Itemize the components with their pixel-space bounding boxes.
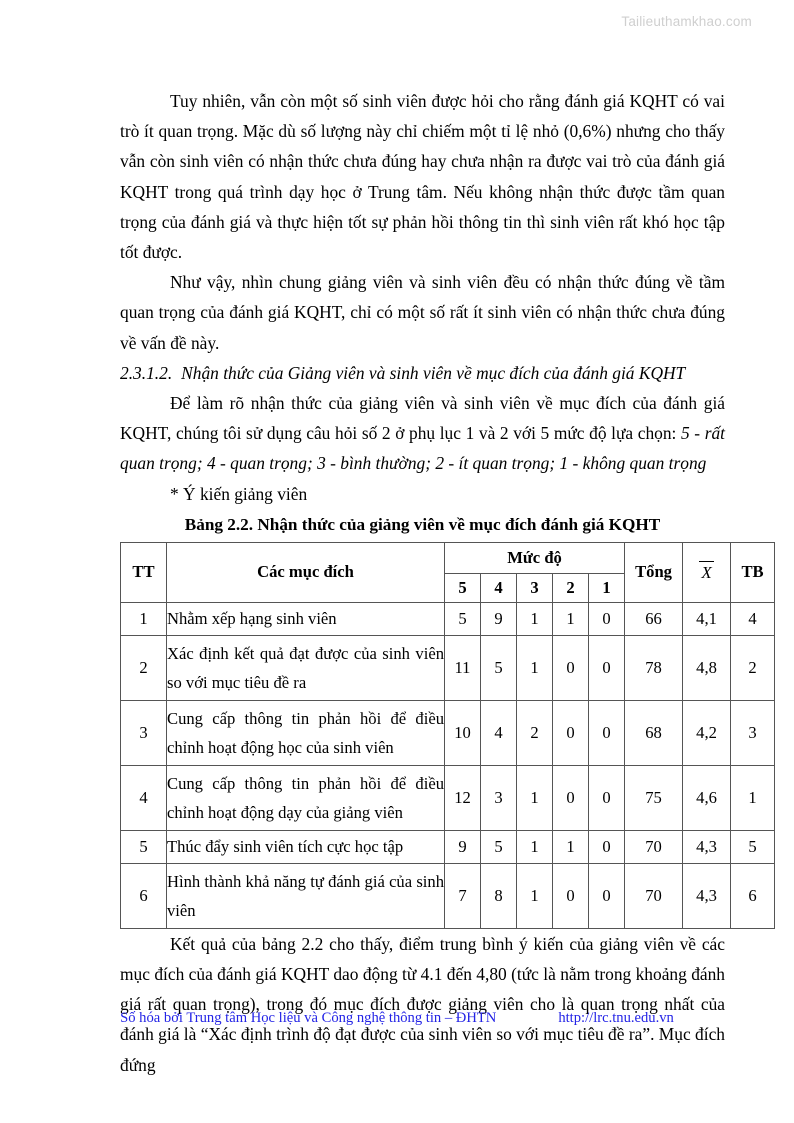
row-total: 78: [625, 635, 683, 700]
table-row: [121, 830, 775, 863]
note-line: * Ý kiến giảng viên: [170, 483, 308, 504]
row-tb: 3: [731, 700, 775, 765]
page-footer: [0, 1010, 794, 1027]
header-level-2: 2: [553, 573, 589, 602]
row-total: 66: [625, 602, 683, 635]
row-mean: 4,6: [683, 765, 731, 830]
row-index: 6: [121, 863, 167, 928]
page-content: [120, 86, 764, 1080]
row-total: 70: [625, 863, 683, 928]
paragraph-3: [120, 388, 725, 479]
table-row: [121, 700, 775, 765]
row-mean: 4,3: [683, 863, 731, 928]
footer-text: Số hóa bởi Trung tâm Học liệu và Công nghệ thông tin – ĐHTN: [120, 1010, 497, 1026]
row-level-3: 1: [517, 863, 553, 928]
row-level-2: 0: [553, 635, 589, 700]
paragraph-2: Như vậy, nhìn chung giảng viên và sinh viên đều có nhận thức đúng về tầm quan trọng của đánh giá KQHT, chỉ có một số rất ít sinh viên có nhận thức chưa đúng về vấn đề này.: [120, 272, 725, 353]
table-header-row-1: [121, 542, 775, 573]
mean-symbol: X: [701, 563, 712, 583]
table-body: [121, 602, 775, 928]
row-purpose: Cung cấp thông tin phản hồi để điều chỉnh hoạt động học của sinh viên: [167, 700, 445, 765]
paragraph-3-italic: 5 - rất quan trọng; 4 - quan trọng; 3 - bình thường; 2 - ít quan trọng; 1 - không quan trọng: [120, 423, 725, 474]
row-level-5: 11: [445, 635, 481, 700]
row-level-4: 3: [481, 765, 517, 830]
row-tb: 4: [731, 602, 775, 635]
row-index: 3: [121, 700, 167, 765]
row-level-2: 1: [553, 830, 589, 863]
row-level-4: 8: [481, 863, 517, 928]
row-level-3: 1: [517, 830, 553, 863]
row-index: 1: [121, 602, 167, 635]
row-level-2: 0: [553, 765, 589, 830]
section-title: Nhận thức của Giảng viên và sinh viên về mục đích của đánh giá KQHT: [181, 362, 686, 383]
row-purpose: Nhằm xếp hạng sinh viên: [167, 602, 445, 635]
row-purpose: Cung cấp thông tin phản hồi để điều chỉnh hoạt động dạy của giảng viên: [167, 765, 445, 830]
row-level-5: 5: [445, 602, 481, 635]
paragraph-1: Tuy nhiên, vẫn còn một số sinh viên được hỏi cho rằng đánh giá KQHT có vai trò ít quan trọng. Mặc dù số lượng này chỉ chiếm một tỉ lệ nhỏ (0,6%) nhưng cho thấy vẫn còn sinh viên có nhận thức chưa đúng hay chưa nhận ra được vai trò của đánh giá KQHT trong quá trình dạy học ở Trung tâm. Nếu không nhận thức được tầm quan trọng của đánh giá và thực hiện tốt sự phản hồi thông tin thì sinh viên rất khó học tập tốt được.: [120, 91, 725, 263]
row-tb: 6: [731, 863, 775, 928]
row-tb: 2: [731, 635, 775, 700]
header-total: Tổng: [625, 542, 683, 602]
row-purpose: Xác định kết quả đạt được của sinh viên so với mục tiêu đề ra: [167, 635, 445, 700]
row-level-1: 0: [589, 863, 625, 928]
row-level-5: 10: [445, 700, 481, 765]
header-purpose: Các mục đích: [167, 542, 445, 602]
row-index: 4: [121, 765, 167, 830]
row-level-4: 9: [481, 602, 517, 635]
row-total: 68: [625, 700, 683, 765]
row-total: 75: [625, 765, 683, 830]
row-mean: 4,8: [683, 635, 731, 700]
header-level-3: 3: [517, 573, 553, 602]
row-level-2: 1: [553, 602, 589, 635]
row-level-5: 7: [445, 863, 481, 928]
row-index: 5: [121, 830, 167, 863]
row-level-1: 0: [589, 635, 625, 700]
row-tb: 1: [731, 765, 775, 830]
table-row: [121, 863, 775, 928]
header-level-5: 5: [445, 573, 481, 602]
table-head: [121, 542, 775, 602]
row-level-3: 1: [517, 765, 553, 830]
section-heading: [120, 358, 725, 388]
row-level-5: 9: [445, 830, 481, 863]
header-tt: TT: [121, 542, 167, 602]
paragraph-4: Kết quả của bảng 2.2 cho thấy, điểm trung bình ý kiến của giảng viên về các mục đích của đánh giá KQHT dao động từ 4.1 đến 4,80 (tức là nằm trong khoảng đánh giá rất quan trọng), trong đó mục đích được giảng viên cho là quan trọng nhất của đánh giá là “Xác định trình độ đạt được của sinh viên so với mục tiêu đề ra”. Mục đích đứng: [120, 933, 725, 1075]
row-tb: 5: [731, 830, 775, 863]
row-level-5: 12: [445, 765, 481, 830]
row-level-1: 0: [589, 830, 625, 863]
header-level-4: 4: [481, 573, 517, 602]
header-level-group: Mức độ: [445, 542, 625, 573]
row-purpose: Thúc đẩy sinh viên tích cực học tập: [167, 830, 445, 863]
table-caption: Bảng 2.2. Nhận thức của giảng viên về mục đích đánh giá KQHT: [184, 514, 661, 534]
table-row: [121, 635, 775, 700]
header-mean: [683, 542, 731, 602]
row-level-2: 0: [553, 700, 589, 765]
row-mean: 4,3: [683, 830, 731, 863]
section-number: 2.3.1.2.: [120, 362, 173, 383]
row-level-4: 5: [481, 830, 517, 863]
paragraph-3-plain: Để làm rõ nhận thức của giảng viên và sinh viên về mục đích của đánh giá KQHT, chúng tôi sử dụng câu hỏi số 2 ở phụ lục 1 và 2 với 5 mức độ lựa chọn:: [120, 393, 725, 444]
header-tb: TB: [731, 542, 775, 602]
row-level-3: 2: [517, 700, 553, 765]
row-level-1: 0: [589, 700, 625, 765]
header-level-1: 1: [589, 573, 625, 602]
watermark-text: Tailieuthamkhao.com: [621, 14, 752, 29]
footer-url[interactable]: http://lrc.tnu.edu.vn: [558, 1010, 674, 1026]
table-row: [121, 765, 775, 830]
row-level-4: 5: [481, 635, 517, 700]
row-mean: 4,2: [683, 700, 731, 765]
row-level-4: 4: [481, 700, 517, 765]
row-level-3: 1: [517, 635, 553, 700]
row-mean: 4,1: [683, 602, 731, 635]
row-total: 70: [625, 830, 683, 863]
row-level-3: 1: [517, 602, 553, 635]
row-level-1: 0: [589, 765, 625, 830]
row-level-2: 0: [553, 863, 589, 928]
table-row: [121, 602, 775, 635]
row-index: 2: [121, 635, 167, 700]
row-level-1: 0: [589, 602, 625, 635]
perception-table: [120, 542, 775, 929]
row-purpose: Hình thành khả năng tự đánh giá của sinh viên: [167, 863, 445, 928]
